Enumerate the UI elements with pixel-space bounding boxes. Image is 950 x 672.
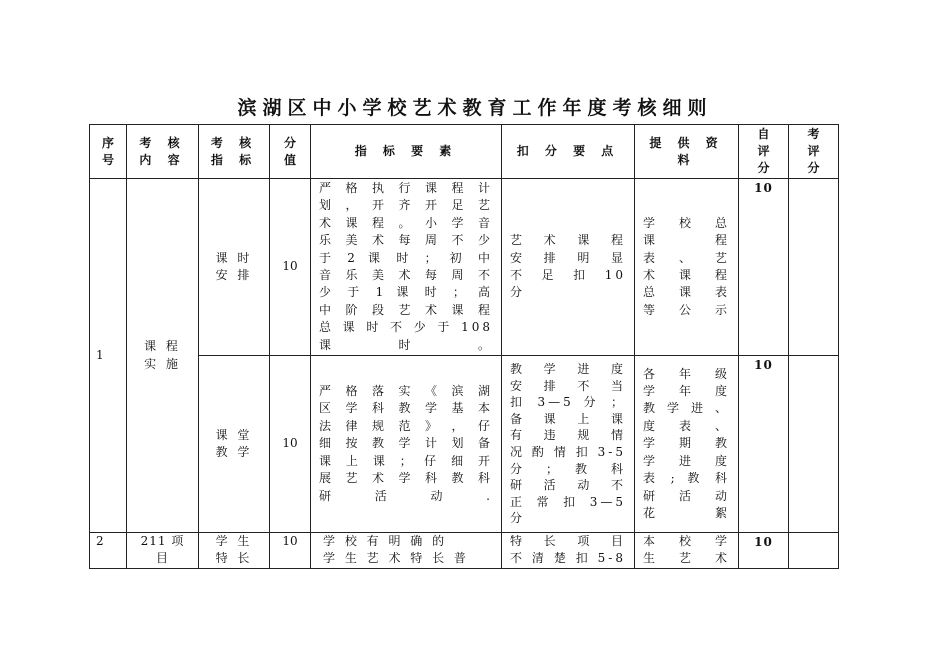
table-row: [90, 356, 839, 533]
materials-text: 学 校 总 课 程 表 、 艺 术 课 程 总 课 表 等 公 示: [643, 215, 730, 317]
row-materials: [635, 179, 739, 356]
row-self-score: 10: [739, 533, 789, 569]
row-review-score: [789, 356, 839, 533]
row-review-score: [789, 179, 839, 356]
row-indicator: 课 堂 教 学: [199, 356, 270, 533]
materials-text: 各 年 级 学 年 度 教 学 进 、 度 表 、 学 期 教 学 进 度 表 ; 教 科 研 活 动 花 絮: [643, 366, 730, 520]
row-seq: 2: [90, 533, 127, 569]
row-seq: 1: [90, 179, 127, 533]
row-self-score: 10: [739, 179, 789, 356]
requirement-text: 严 格 执 行 课 程 计 划 ， 开 齐 开 足 艺 术 课 程 。 小 学 音 乐 美 术 每 周 不 少 于 2 课 时 ； 初 中 音 乐 美 术 每 周 不 少 于 1 课 时 ； 高 中 阶 段 艺 术 课 程 总 课 时 不 少 于 108 课 时 。: [319, 180, 493, 352]
row-score: 10: [270, 533, 311, 569]
row-self-score: 10: [739, 356, 789, 533]
row-content: 211 项 目: [127, 533, 199, 569]
row-score: 10: [270, 179, 311, 356]
header-requirement: 指 标 要 素: [311, 125, 502, 179]
row-requirement: [311, 356, 502, 533]
row-review-score: [789, 533, 839, 569]
materials-text: 本 校 学 生 艺 术: [643, 534, 730, 566]
header-seq: 序 号: [90, 125, 127, 179]
deduction-text: 教 学 进 度 安 排 不 当 扣 3—5 分 ； 备 课 上 课 有 违 规 情 况 酌 情 扣 3-5 分 ； 教 科 研 活 动 不 正 常 扣 3—5 分: [510, 362, 626, 526]
requirement-text: 学 校 有 明 确 的 学 生 艺 术 特 长 普: [323, 534, 469, 566]
header-review: 考 评 分: [789, 125, 839, 179]
deduction-text: 特 长 项 目 不 清 楚 扣 5-8: [510, 534, 626, 566]
row-requirement: [311, 533, 502, 569]
row-deduction: [502, 356, 635, 533]
deduction-text: 艺 术 课 程 安 排 明 显 不 足 扣 10 分: [510, 233, 626, 300]
header-score: 分 值: [270, 125, 311, 179]
table-row: [90, 533, 839, 569]
row-deduction: [502, 179, 635, 356]
row-score: 10: [270, 356, 311, 533]
header-indicator: 考 核 指 标: [199, 125, 270, 179]
header-content: 考 核 内 容: [127, 125, 199, 179]
row-deduction: [502, 533, 635, 569]
row-indicator: 课 时 安 排: [199, 179, 270, 356]
row-materials: [635, 533, 739, 569]
assessment-table: [89, 124, 839, 569]
document-title: 滨湖区中小学校艺术教育工作年度考核细则: [237, 97, 713, 119]
header-materials: 提 供 资 料: [635, 125, 739, 179]
row-content: 课 程 实 施: [127, 179, 199, 533]
table-row: [90, 179, 839, 356]
row-indicator: 学 生 特 长: [199, 533, 270, 569]
header-self: 自 评 分: [739, 125, 789, 179]
header-row: [90, 125, 839, 179]
row-requirement: [311, 179, 502, 356]
requirement-text: 严 格 落 实 《 滨 湖 区 学 科 教 学 基 本 法 律 规 范 》 ， 仔 细 按 教 学 计 划 备 课 上 课 ； 仔 细 开 展 艺 术 学 科 教 科 研 活 动 .: [319, 384, 493, 503]
header-deduction: 扣 分 要 点: [502, 125, 635, 179]
row-materials: [635, 356, 739, 533]
